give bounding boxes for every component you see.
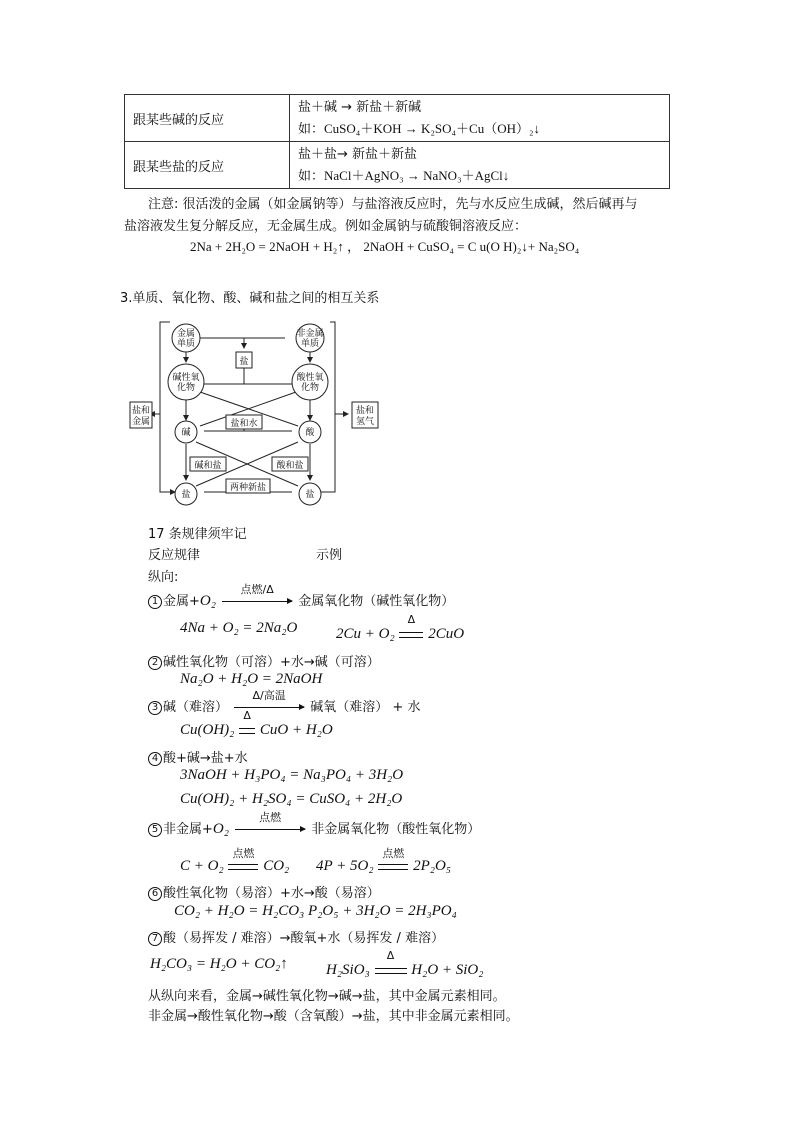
row-example: 如：CuSO₄＋KOH → K₂SO₄＋Cu（OH）₂↓	[298, 121, 541, 136]
label-basic-oxide-2: 化物	[176, 383, 196, 393]
label-salt-metal-2: 金属	[131, 417, 151, 427]
label-metal-2: 单质	[176, 339, 196, 349]
rule-5-b: 非金属氧化物（酸性氧化物）	[311, 822, 481, 837]
row-label: 跟某些盐的反应	[125, 142, 290, 189]
rule-1-cond: 点燃/Δ	[240, 583, 274, 596]
row-label: 跟某些碱的反应	[125, 95, 290, 142]
label-two-salts: 两种新盐	[229, 483, 267, 493]
summary-2: 非金属→酸性氧化物→酸（含氧酸）→盐，其中非金属元素相同。	[148, 1009, 519, 1024]
rule-1-arrow	[220, 583, 294, 609]
label-acid: 酸	[305, 428, 315, 438]
ex-cond: Δ	[243, 709, 251, 722]
rule-number: 6	[148, 887, 162, 901]
rule-5-arrow	[233, 811, 307, 837]
rule-6	[148, 882, 380, 901]
ex-b: CuO + H₂O	[259, 722, 333, 738]
reaction-table	[124, 94, 670, 189]
rule-2-text: 碱性氧化物（可溶）+水→碱（可溶）	[163, 655, 380, 670]
label-salt-metal: 盐和	[131, 406, 151, 416]
rule-number: 7	[148, 932, 162, 946]
ex-eq	[227, 847, 259, 875]
label-acidic-oxide: 酸性氧	[296, 373, 324, 383]
rule-1-example-1: 4Na + O₂ = 2Na₂O	[180, 620, 298, 636]
ex-b: H₂O + SiO₂	[411, 962, 484, 978]
ex-b: 2P₂O₅	[413, 858, 451, 874]
ex-a: 2Cu + O₂	[336, 626, 395, 642]
rule-number: 5	[148, 823, 162, 837]
rule-number: 4	[148, 752, 162, 766]
row-rule: 盐＋碱 → 新盐＋新碱	[298, 100, 422, 115]
label-salt-right: 盐	[305, 490, 315, 500]
label-acid-salt: 酸和盐	[276, 461, 304, 471]
label-metal: 金属	[176, 329, 196, 339]
ex-a: 4P + 5O₂	[316, 858, 374, 874]
label-salt-hydrogen-2: 氢气	[355, 417, 375, 427]
ex-cond: 点燃	[382, 847, 405, 860]
rule-3-b: 碱氧（难溶） + 水	[310, 700, 421, 715]
label-basic-oxide: 碱性氧	[172, 373, 200, 383]
ex-cond: 点燃	[232, 847, 255, 860]
label-salt-left: 盐	[181, 490, 191, 500]
ex-eq	[238, 709, 256, 739]
table-row	[125, 142, 670, 189]
note-equation: 2Na + 2H₂O = 2NaOH + H₂↑ ， 2NaOH + CuSO₄ = C u(O H)₂↓+ Na₂SO₄	[190, 239, 580, 254]
rules-col1: 反应规律	[148, 548, 201, 563]
ex-cond: Δ	[407, 613, 416, 626]
rule-3	[148, 689, 421, 715]
table-row	[125, 95, 670, 142]
rule-4-example-1: 3NaOH + H₃PO₄ = Na₃PO₄ + 3H₂O	[180, 767, 404, 783]
rule-4-example-2: Cu(OH)₂ + H₂SO₄ = CuSO₄ + 2H₂O	[180, 791, 403, 807]
rule-1	[148, 583, 455, 610]
rules-vertical: 纵向:	[148, 570, 179, 585]
rule-5-example-2	[316, 847, 451, 875]
rule-1-b: 金属氧化物（碱性氧化物）	[298, 594, 455, 609]
rule-2	[148, 651, 380, 670]
ex-a: H₂SiO₃	[326, 962, 370, 978]
ex-b: CO₂	[263, 858, 290, 874]
rule-number: 3	[148, 701, 162, 715]
rule-3-example	[180, 709, 333, 739]
rule-1-example-2	[336, 613, 465, 643]
rule-5-o2: O₂	[212, 821, 229, 837]
ex-eq	[374, 949, 408, 979]
rule-6-example: CO₂ + H₂O = H₂CO₃ P₂O₅ + 3H₂O = 2H₃PO₄	[174, 903, 457, 919]
rule-1-o2: O₂	[199, 593, 216, 609]
summary-1: 从纵向来看，金属→碱性氧化物→碱→盐，其中金属元素相同。	[148, 989, 506, 1004]
relationship-diagram	[120, 314, 400, 514]
rule-2-example: Na₂O + H₂O = 2NaOH	[180, 671, 323, 687]
ex-eq	[377, 847, 409, 875]
rule-1-a: 金属+	[163, 594, 200, 609]
rule-5	[148, 811, 481, 838]
rule-4	[148, 747, 248, 766]
rule-5-a: 非金属+	[163, 822, 213, 837]
label-nonmetal-2: 单质	[300, 339, 320, 349]
rule-5-example-1	[180, 847, 290, 875]
label-salt-hydrogen: 盐和	[355, 406, 375, 416]
row-example: 如：NaCl＋AgNO₃ → NaNO₃＋AgCl↓	[298, 168, 510, 183]
section-title: 3.单质、氧化物、酸、碱和盐之间的相互关系	[120, 291, 380, 306]
ex-a: Cu(OH)₂	[180, 722, 235, 738]
rule-4-text: 酸+碱→盐+水	[163, 751, 248, 766]
ex-cond: Δ	[386, 949, 395, 962]
ex-b: 2CuO	[428, 626, 465, 642]
note-line-2: 盐溶液发生复分解反应，无金属生成。例如金属钠与硫酸铜溶液反应：	[124, 219, 528, 234]
label-nonmetal: 非金属	[296, 329, 324, 339]
label-base: 碱	[181, 428, 191, 438]
label-salt-water: 盐和水	[230, 419, 258, 429]
rules-heading: 17 条规律须牢记	[148, 527, 247, 542]
rule-3-a: 碱（难溶）	[163, 700, 229, 715]
rule-5-cond: 点燃	[259, 811, 282, 824]
rule-3-cond: Δ/高温	[252, 689, 286, 702]
rule-7-example-1: H₂CO₃ = H₂O + CO₂↑	[150, 956, 288, 972]
ex-eq	[398, 613, 424, 643]
rule-7-example-2	[326, 949, 484, 979]
ex-a: C + O₂	[180, 858, 224, 874]
rule-7-text: 酸（易挥发 / 难溶）→酸氧+水（易挥发 / 难溶）	[163, 931, 445, 946]
rule-6-text: 酸性氧化物（易溶）+水→酸（易溶）	[163, 886, 380, 901]
rule-number: 1	[148, 595, 162, 609]
rule-number: 2	[148, 656, 162, 670]
label-acidic-oxide-2: 化物	[300, 383, 320, 393]
note-line-1: 注意: 很活泼的金属（如金属钠等）与盐溶液反应时，先与水反应生成碱，然后碱再与	[148, 197, 638, 212]
label-base-salt: 碱和盐	[194, 461, 222, 471]
rules-col2: 示例	[316, 548, 343, 563]
label-salt-top: 盐	[239, 357, 249, 367]
row-rule: 盐＋盐→ 新盐＋新盐	[298, 147, 418, 162]
rule-7	[148, 927, 444, 946]
